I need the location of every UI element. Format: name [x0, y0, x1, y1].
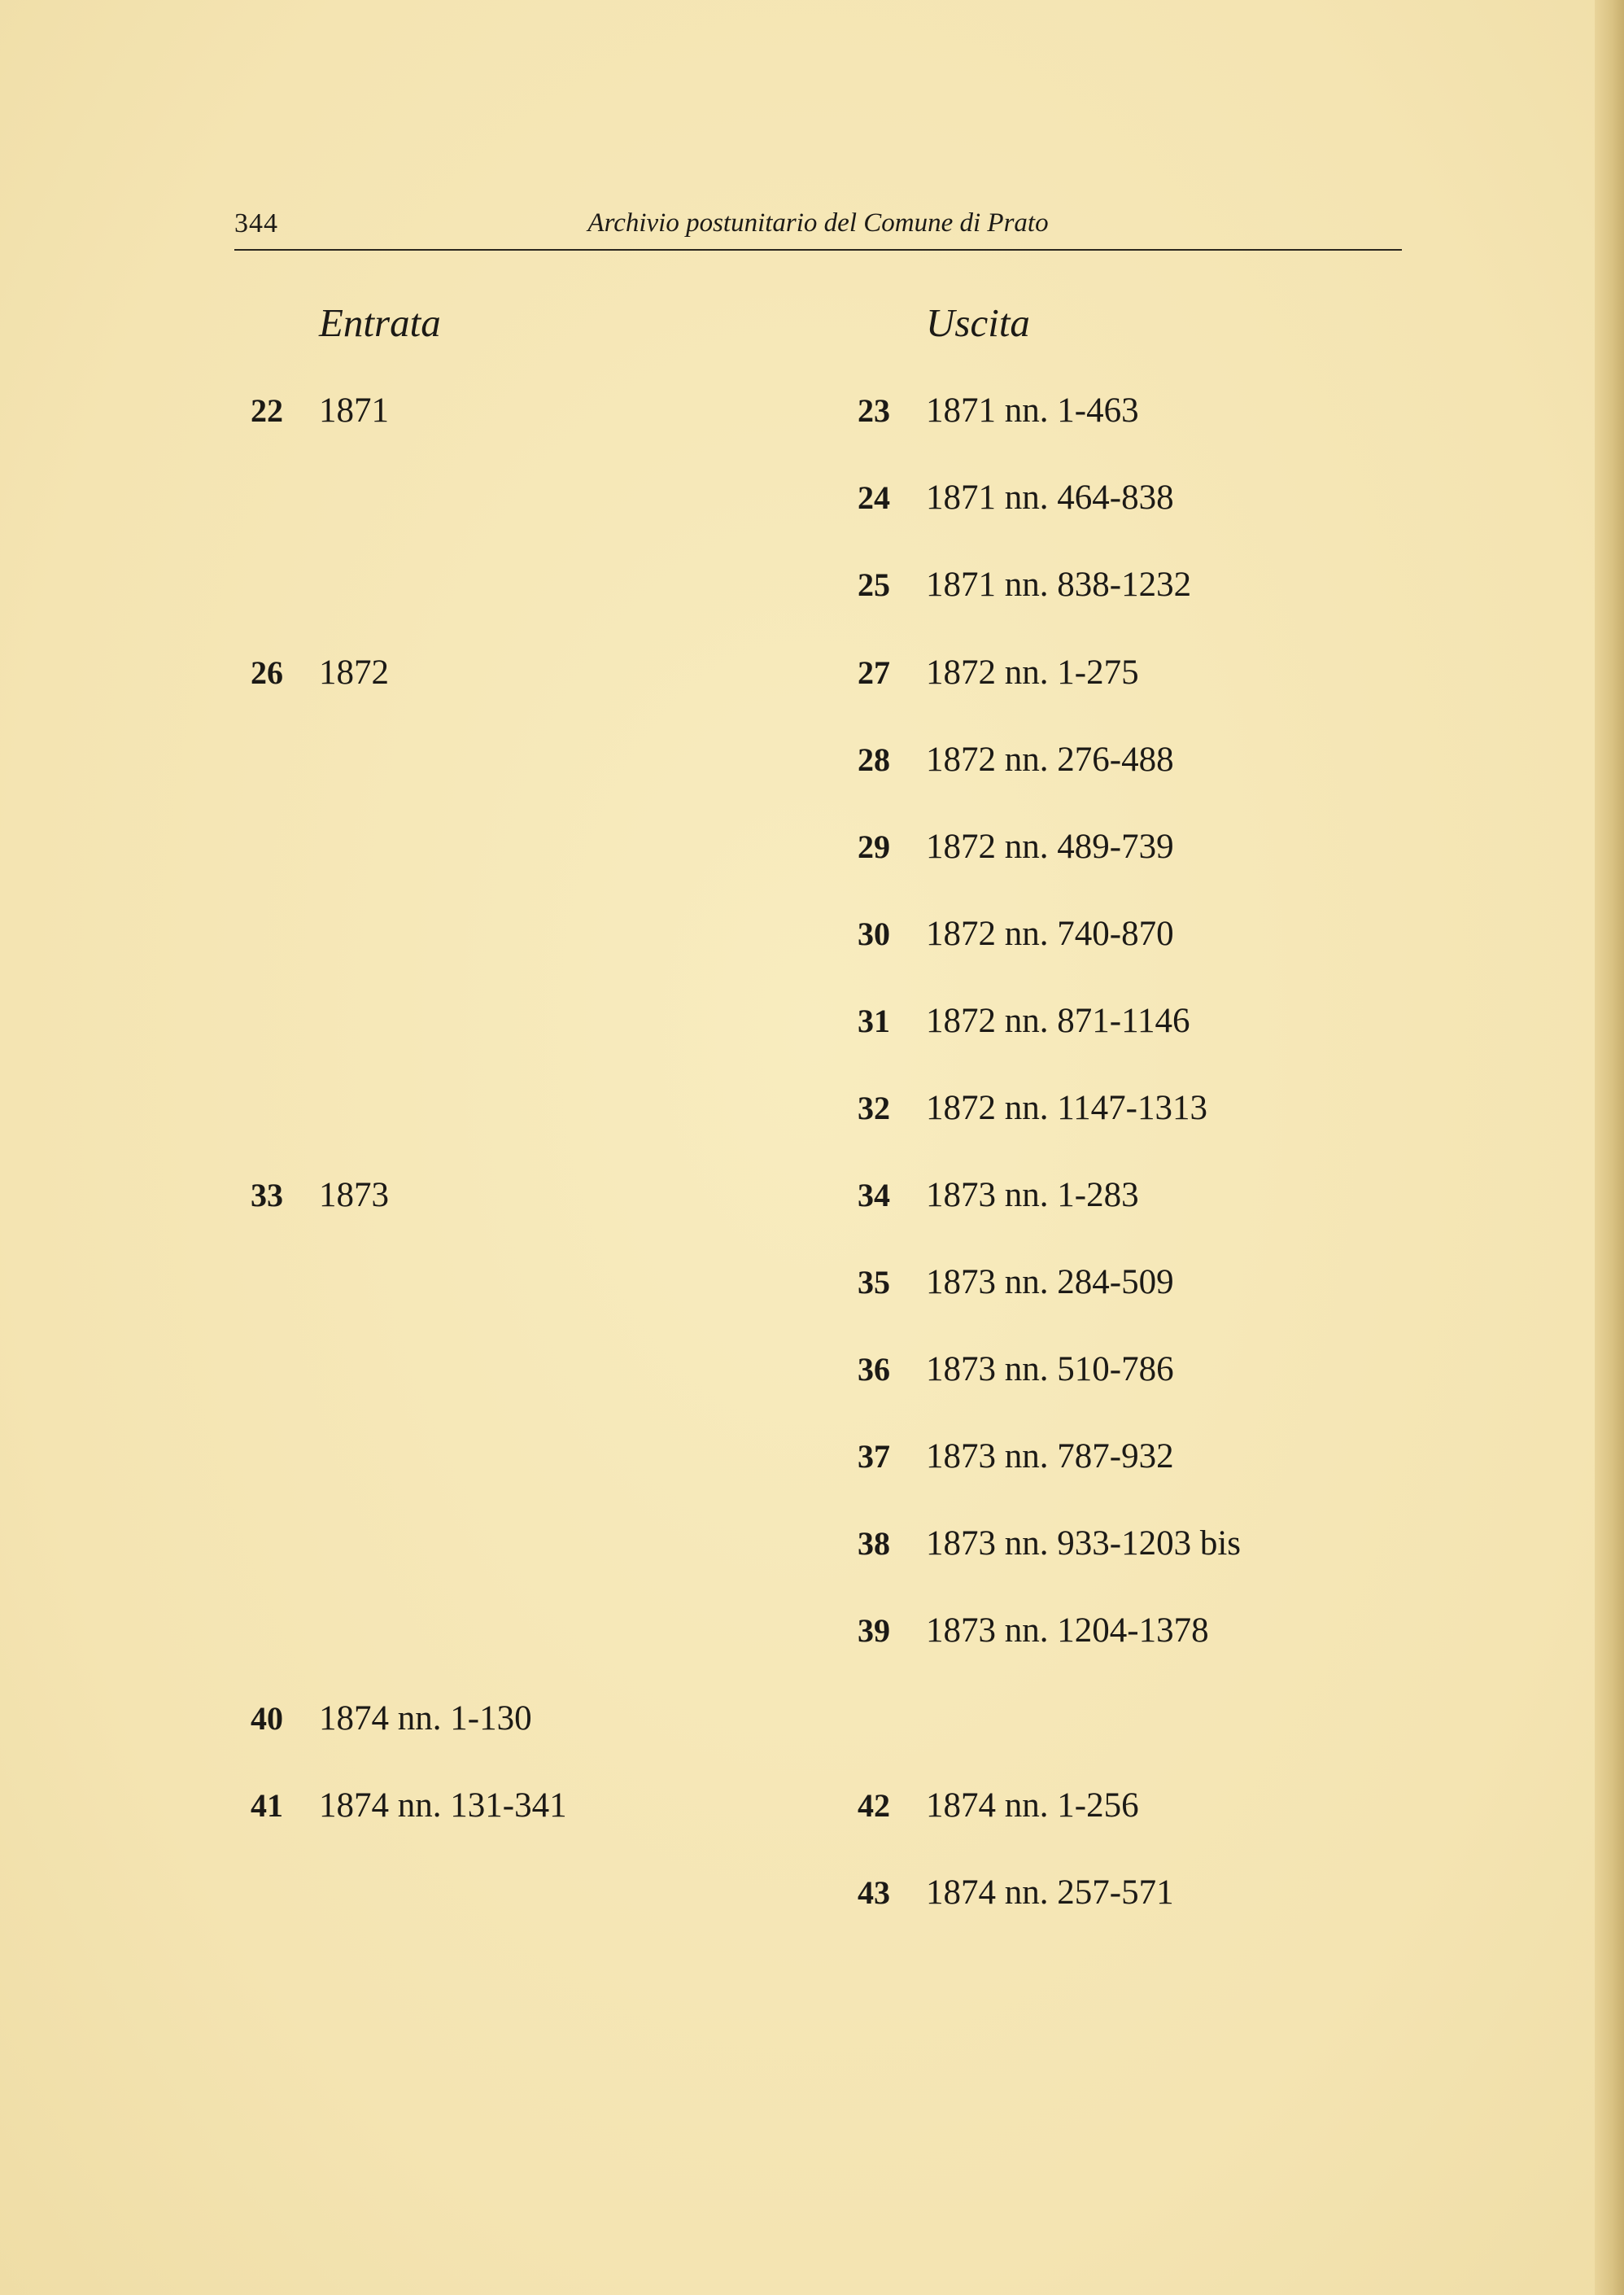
uscita-entry-31	[858, 1001, 1190, 1041]
entry-number: 42	[858, 1787, 890, 1824]
entry-text: 1872 nn. 1147-1313	[926, 1089, 1207, 1127]
entry-text: 1874 nn. 1-256	[926, 1786, 1139, 1825]
entry-text: 1873 nn. 1204-1378	[926, 1611, 1209, 1650]
entry-text: 1872 nn. 871-1146	[926, 1002, 1190, 1040]
uscita-entry-34	[858, 1175, 1139, 1215]
entrata-entry-26	[251, 653, 389, 693]
entry-number: 28	[858, 741, 890, 778]
entry-text: 1872 nn. 740-870	[926, 915, 1174, 953]
entry-text: 1872 nn. 489-739	[926, 828, 1174, 866]
running-title: Archivio postunitario del Comune di Prato	[587, 208, 1049, 238]
entry-number: 34	[858, 1177, 890, 1213]
uscita-entry-37	[858, 1436, 1174, 1476]
entry-number: 39	[858, 1612, 890, 1649]
uscita-entry-25	[858, 565, 1191, 605]
page-edge	[1595, 0, 1624, 2295]
entry-number: 43	[858, 1874, 890, 1911]
entry-text: 1873 nn. 933-1203 bis	[926, 1524, 1241, 1563]
uscita-entry-24	[858, 478, 1174, 518]
entry-number: 22	[251, 392, 283, 429]
entrata-entry-22	[251, 391, 389, 431]
uscita-entry-28	[858, 740, 1174, 780]
uscita-entry-30	[858, 914, 1174, 954]
entry-text: 1873 nn. 1-283	[926, 1176, 1139, 1214]
uscita-entry-32	[858, 1088, 1207, 1128]
entry-number: 37	[858, 1438, 890, 1475]
uscita-entry-35	[858, 1262, 1174, 1302]
uscita-entry-23	[858, 391, 1139, 431]
entrata-entry-40	[251, 1698, 532, 1738]
entry-number: 32	[858, 1090, 890, 1126]
entry-number: 35	[858, 1264, 890, 1300]
entry-number: 23	[858, 392, 890, 429]
entrata-entry-41	[251, 1786, 567, 1825]
uscita-entry-42	[858, 1786, 1139, 1825]
entry-text: 1873 nn. 510-786	[926, 1350, 1174, 1388]
entry-number: 41	[251, 1787, 283, 1824]
entry-number: 26	[251, 654, 283, 691]
entry-number: 31	[858, 1003, 890, 1039]
entry-text: 1873 nn. 787-932	[926, 1437, 1174, 1475]
entry-number: 30	[858, 916, 890, 952]
entry-number: 24	[858, 479, 890, 516]
entry-text: 1871 nn. 838-1232	[926, 566, 1192, 604]
entry-text: 1871	[319, 391, 389, 430]
entry-text: 1874 nn. 131-341	[319, 1786, 567, 1825]
uscita-entry-39	[858, 1611, 1209, 1650]
page-number: 344	[234, 208, 278, 238]
entry-text: 1874 nn. 1-130	[319, 1699, 532, 1738]
entry-number: 29	[858, 828, 890, 865]
entry-number: 33	[251, 1177, 283, 1213]
entry-number: 38	[858, 1525, 890, 1562]
uscita-entry-43	[858, 1873, 1174, 1912]
entry-number: 27	[858, 654, 890, 691]
uscita-entry-38	[858, 1523, 1241, 1563]
entry-text: 1873 nn. 284-509	[926, 1263, 1174, 1301]
entry-text: 1871 nn. 1-463	[926, 391, 1139, 430]
uscita-entry-27	[858, 653, 1139, 693]
entrata-column-title: Entrata	[319, 300, 441, 345]
entry-text: 1874 nn. 257-571	[926, 1873, 1174, 1912]
uscita-entry-36	[858, 1349, 1174, 1389]
entry-number: 36	[858, 1351, 890, 1388]
entry-text: 1872 nn. 1-275	[926, 654, 1139, 692]
entrata-entry-33	[251, 1175, 389, 1215]
entry-text: 1872	[319, 654, 389, 692]
entry-number: 25	[858, 566, 890, 603]
entry-text: 1872 nn. 276-488	[926, 741, 1174, 779]
uscita-column-title: Uscita	[926, 300, 1030, 345]
entry-text: 1873	[319, 1176, 389, 1214]
uscita-entry-29	[858, 827, 1174, 867]
entry-number: 40	[251, 1700, 283, 1737]
page-header	[234, 208, 1402, 251]
entry-text: 1871 nn. 464-838	[926, 479, 1174, 517]
